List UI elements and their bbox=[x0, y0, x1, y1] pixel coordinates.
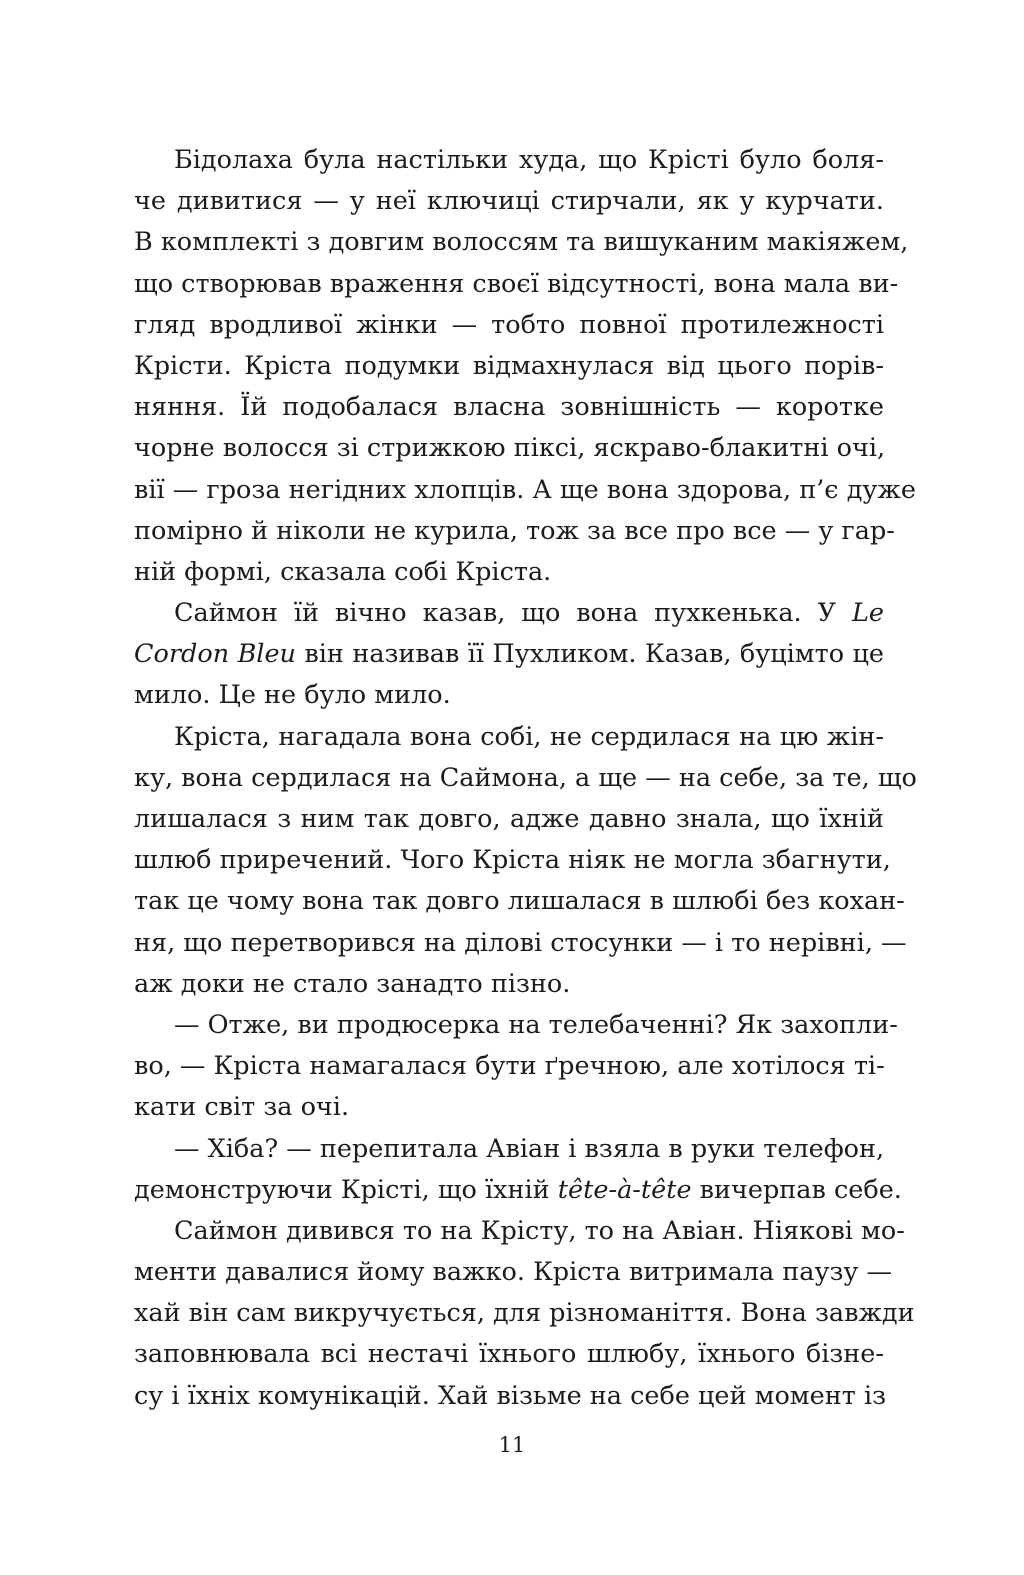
text-line bbox=[134, 964, 884, 1005]
text-line bbox=[134, 264, 899, 305]
text-line bbox=[134, 552, 884, 593]
text-line bbox=[134, 717, 884, 758]
text-line bbox=[134, 470, 916, 511]
text-line bbox=[134, 305, 884, 346]
text-run: — Отже, ви продюсерка на телебаченні? Як захопли- bbox=[174, 1009, 898, 1040]
text-line bbox=[134, 881, 905, 922]
text-line bbox=[134, 1129, 884, 1170]
text-run: су і їхніх комунікацій. Хай візьме на себе цей момент із bbox=[134, 1380, 887, 1411]
text-run: ку, вона сердилася на Саймона, а ще — на себе, за те, що bbox=[134, 762, 917, 793]
text-run: заповнювала всі нестачі їхнього шлюбу, їхнього бізне- bbox=[134, 1339, 884, 1370]
text-line bbox=[134, 387, 884, 428]
text-run: що створював враження своєї відсутності, вона мала ви- bbox=[134, 268, 899, 299]
text-run: Бідолаха була настільки худа, що Крісті було боля- bbox=[174, 145, 884, 175]
text-run: хай він сам викручується, для різноманіття. Вона завжди bbox=[134, 1298, 915, 1329]
text-run: кати світ за очі. bbox=[134, 1092, 350, 1123]
text-line bbox=[134, 1087, 884, 1128]
text-run: Саймон дивився то на Крісту, то на Авіан. Ніякові мо- bbox=[174, 1215, 905, 1246]
text-line bbox=[134, 799, 884, 840]
text-line bbox=[134, 222, 909, 263]
text-run: В комплекті з довгим волоссям та вишуканим макіяжем, bbox=[134, 227, 909, 258]
text-run: лишалася з ним так довго, адже давно знала, що їхній bbox=[134, 804, 884, 834]
text-line bbox=[134, 511, 895, 552]
text-run: ня, що перетворився на ділові стосунки — і то нерівні, — bbox=[134, 927, 907, 958]
text-line bbox=[134, 181, 884, 222]
text-line bbox=[134, 1252, 893, 1293]
text-line bbox=[134, 1293, 915, 1334]
text-line bbox=[134, 1376, 887, 1417]
text-run: ній формі, сказала собі Кріста. bbox=[134, 556, 552, 587]
text-run: шлюб приречений. Чого Кріста ніяк не могла збагнути, bbox=[134, 845, 891, 876]
text-run: помірно й ніколи не курила, тож за все про все — у гар- bbox=[134, 515, 895, 546]
text-run: менти давалися йому важко. Кріста витримала паузу — bbox=[134, 1257, 893, 1288]
text-run: няння. Їй подобалася власна зовнішність — коротке bbox=[134, 392, 884, 423]
text-run: Крісти. Кріста подумки відмахнулася від цього порів- bbox=[134, 350, 884, 381]
page-number: 11 bbox=[498, 1433, 526, 1457]
text-line bbox=[134, 1334, 884, 1375]
text-line bbox=[134, 1211, 905, 1252]
text-run: вичерпав себе. bbox=[691, 1174, 902, 1205]
text-line bbox=[134, 1005, 898, 1046]
italic-text: Le bbox=[851, 598, 884, 629]
text-run: че дивитися — у неї ключиці стирчали, як у курчати. bbox=[134, 186, 884, 217]
italic-text: Cordon Bleu bbox=[134, 639, 296, 670]
text-run: во, — Кріста намагалася бути ґречною, але хотілося ті- bbox=[134, 1051, 885, 1082]
text-run: — Хіба? — перепитала Авіан і взяла в руки телефон, bbox=[174, 1133, 885, 1164]
text-run: Кріста, нагадала вона собі, не сердилася на цю жін- bbox=[174, 721, 884, 752]
text-run: він називав її Пухликом. Казав, буцімто це bbox=[295, 639, 884, 670]
text-line bbox=[134, 923, 907, 964]
text-line bbox=[134, 140, 884, 181]
text-run: аж доки не стало занадто пізно. bbox=[134, 968, 571, 999]
text-line bbox=[134, 428, 884, 469]
text-line bbox=[134, 675, 884, 716]
text-run: мило. Це не було мило. bbox=[134, 680, 451, 711]
italic-text: tête-à-tête bbox=[557, 1174, 692, 1205]
text-line bbox=[134, 634, 884, 675]
text-run: чорне волосся зі стрижкою піксі, яскраво-блакитні очі, bbox=[134, 433, 886, 464]
text-line bbox=[134, 1046, 884, 1087]
text-run: так це чому вона так довго лишалася в шлюбі без кохан- bbox=[134, 886, 905, 917]
text-run: гляд вродливої жінки — тобто повної протилежності bbox=[134, 309, 884, 340]
text-run: демонструючи Крісті, що їхній bbox=[134, 1174, 558, 1205]
text-line bbox=[134, 593, 884, 634]
text-run: вії — гроза негідних хлопців. А ще вона здорова, п’є дуже bbox=[134, 474, 916, 505]
text-line bbox=[134, 1170, 902, 1211]
text-line bbox=[134, 840, 891, 881]
text-line bbox=[134, 346, 884, 387]
body-text bbox=[134, 140, 917, 1417]
text-run: Саймон їй вічно казав, що вона пухкенька. У bbox=[174, 598, 852, 629]
text-line bbox=[134, 758, 917, 799]
